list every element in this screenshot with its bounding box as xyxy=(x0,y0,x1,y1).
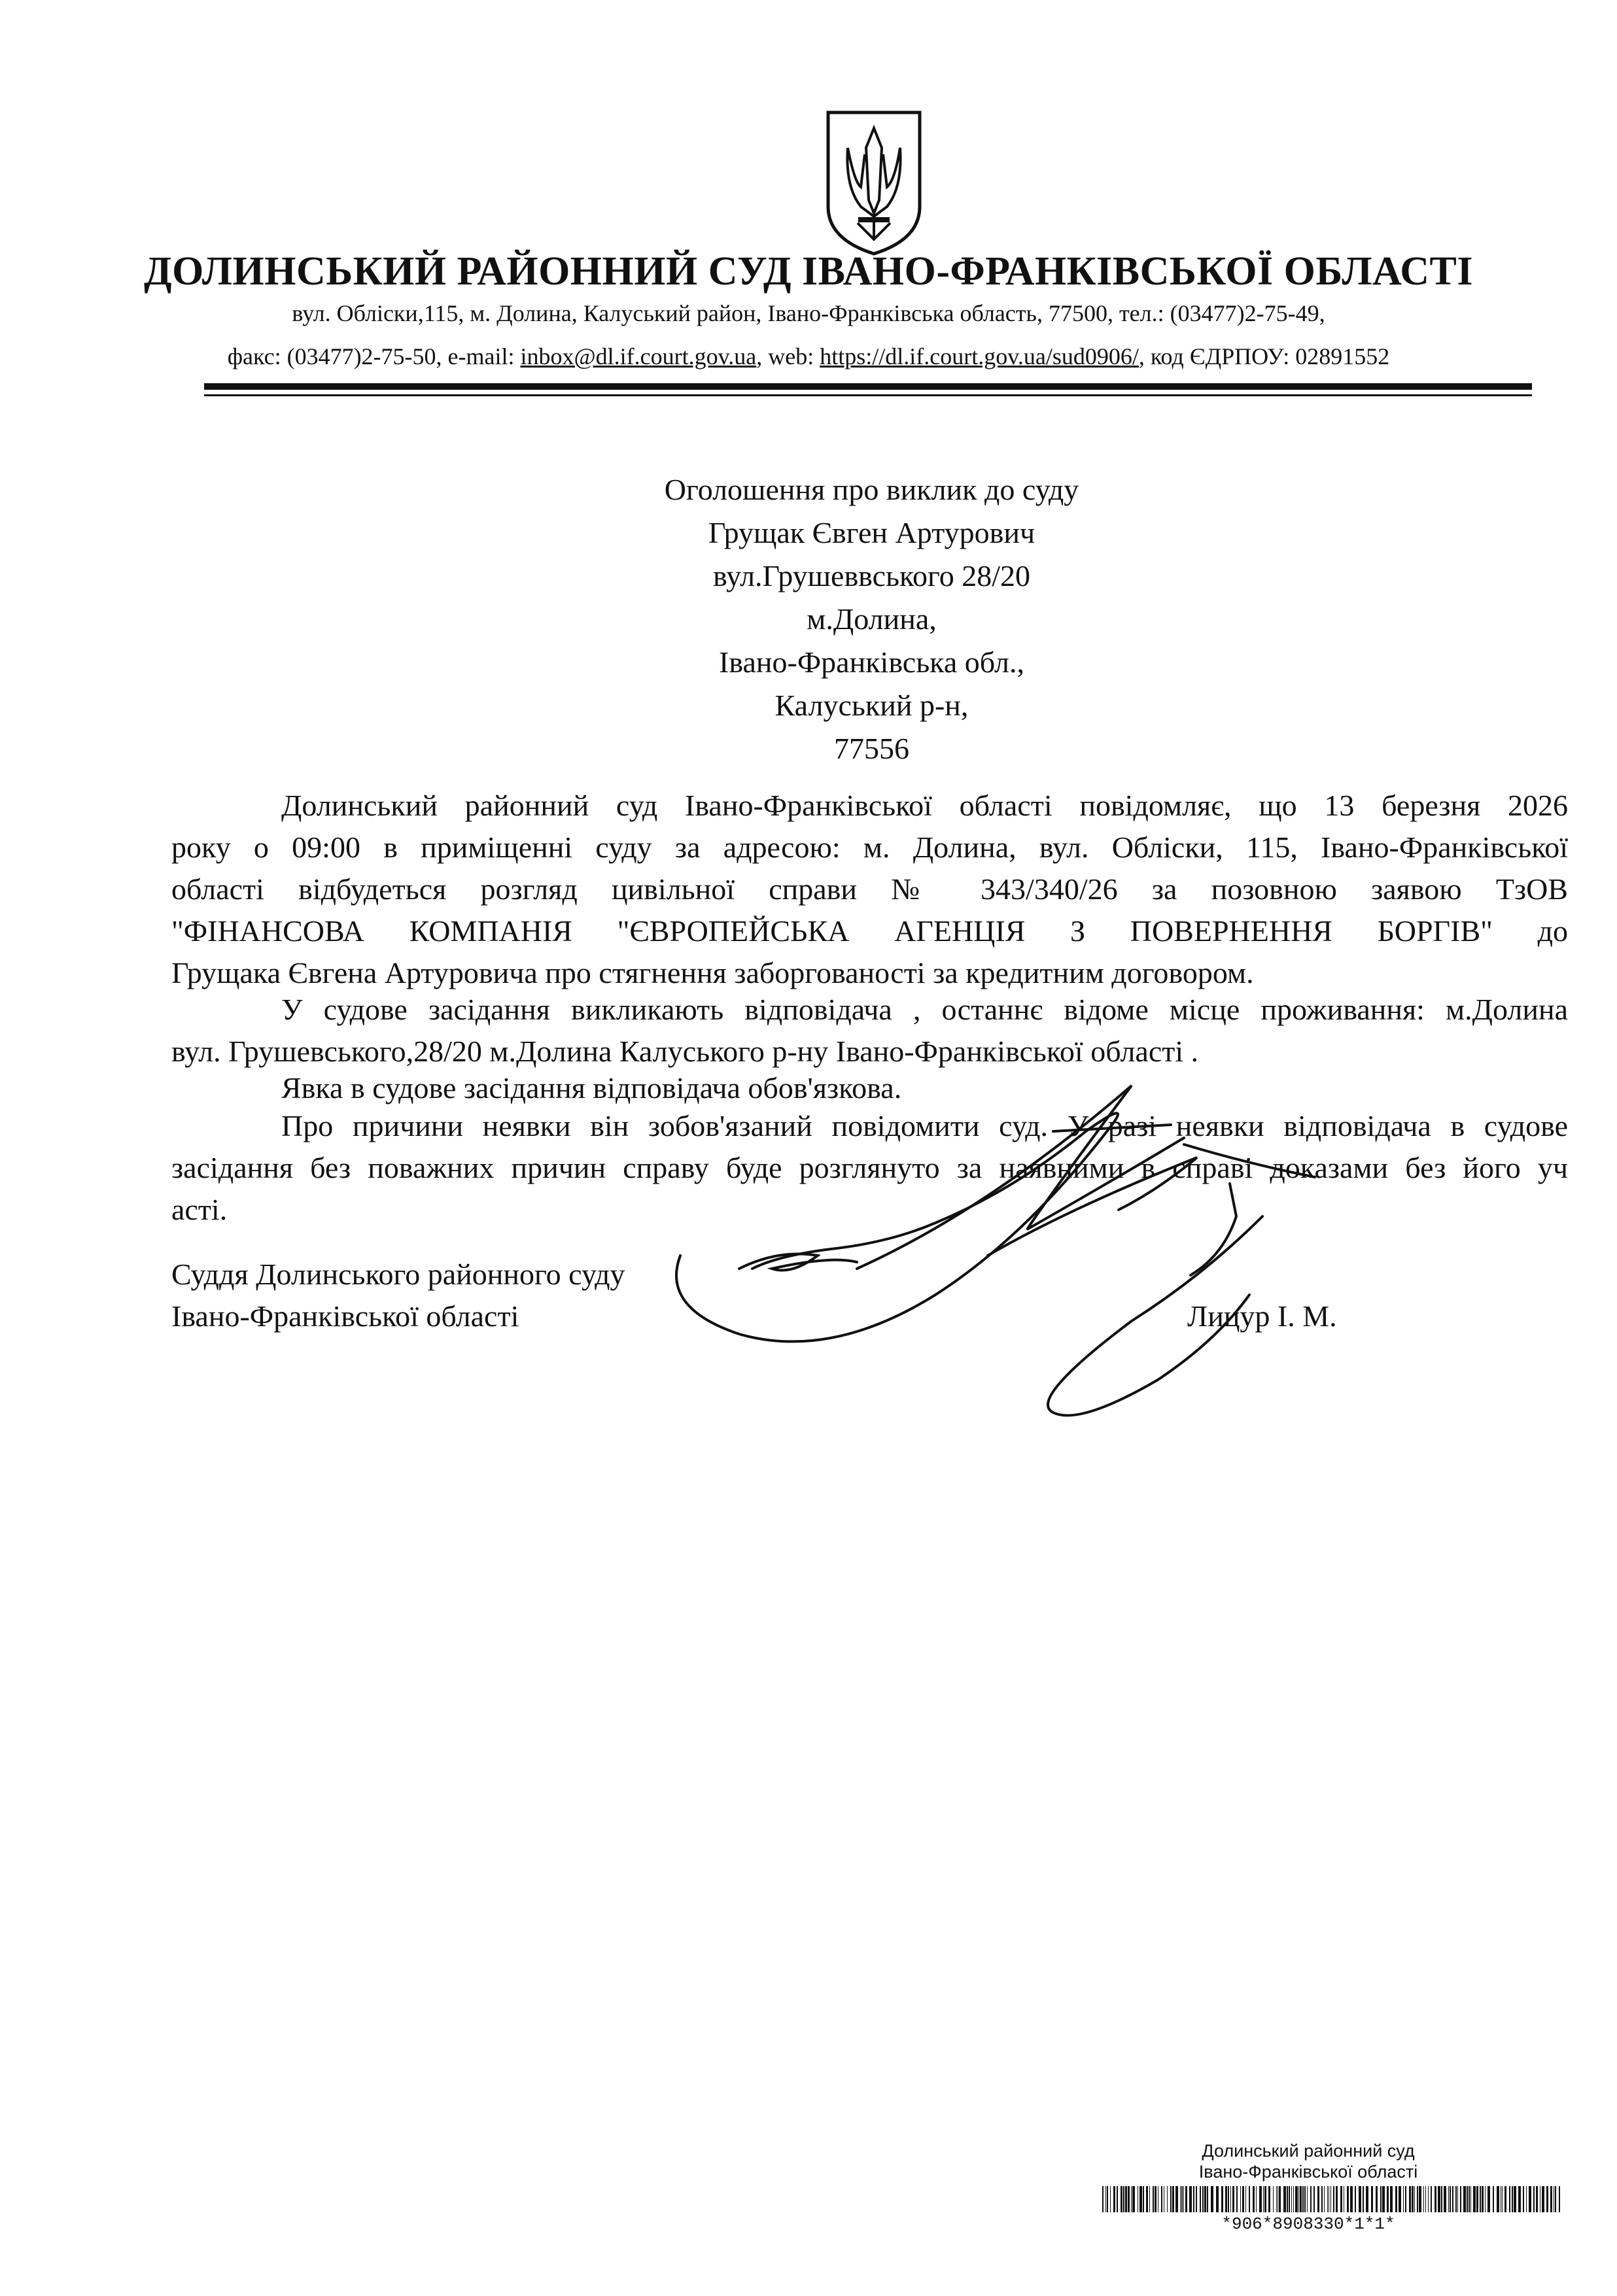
fax-prefix: факс: (03477)2-75-50, e-mail: xyxy=(227,343,521,369)
paragraph-line: Явка в судове засідання відповідача обов'язкова. xyxy=(281,1071,902,1105)
notice-title: Оголошення про виклик до суду xyxy=(664,473,1079,506)
paragraph-line: У судове засідання викликають відповідача , останнє відоме місце проживання: м.Долина xyxy=(281,993,1568,1026)
paragraph-line: Про причини неявки він зобов'язаний повідомити суд. У разі неявки відповідача в судове xyxy=(281,1109,1568,1142)
paragraph-line: вул. Грушевського,28/20 м.Долина Калуського р-ну Івано-Франківської області . xyxy=(171,1035,1199,1068)
header-divider-thick xyxy=(204,383,1532,390)
stamp-court-region: Івано-Франківської області xyxy=(1198,2162,1418,2182)
header-divider-thin xyxy=(204,394,1532,396)
barcode-number: *906*8908330*1*1* xyxy=(1221,2214,1395,2234)
edrpou-code: , код ЄДРПОУ: 02891552 xyxy=(1138,343,1390,369)
judge-name: Лицур І. М. xyxy=(1187,1299,1337,1333)
paragraph-line: засідання без поважних причин справу буде розглянуто за наявними в справі доказами без його уч xyxy=(171,1151,1568,1184)
addressee-city: м.Долина, xyxy=(807,602,937,636)
court-name-heading: ДОЛИНСЬКИЙ РАЙОННИЙ СУД ІВАНО-ФРАНКІВСЬКОЇ ОБЛАСТІ xyxy=(144,249,1473,294)
contact-line-fax-email-web xyxy=(0,343,1617,370)
addressee-region: Івано-Франківська обл., xyxy=(719,645,1024,679)
coat-of-arms-emblem xyxy=(822,109,926,256)
addressee-name: Грущак Євген Артурович xyxy=(708,516,1035,549)
addressee-street: вул.Грушеввського 28/20 xyxy=(712,559,1031,592)
judge-position-line-1: Суддя Долинського районного суду xyxy=(171,1258,625,1291)
paragraph-line: області відбудеться розгляд цивільної справи № 343/340/26 за позовною заявою ТзОВ xyxy=(171,872,1568,906)
judge-position-line-2: Івано-Франківської області xyxy=(171,1299,519,1333)
website-link[interactable]: https://dl.if.court.gov.ua/sud0906/ xyxy=(820,343,1139,369)
paragraph-line: асті. xyxy=(171,1193,228,1226)
contact-address-line: вул. Обліски,115, м. Долина, Калуський район, Івано-Франківська область, 77500, тел.: (03477)2-75-49, xyxy=(292,300,1325,326)
paragraph-line: Грущака Євгена Артуровича про стягнення заборгованості за кредитним договором. xyxy=(171,956,1254,989)
addressee-postcode: 77556 xyxy=(834,732,909,765)
paragraph-line: Долинський районний суд Івано-Франківської області повідомляє, що 13 березня 2026 xyxy=(281,789,1568,822)
paragraph-line: "ФІНАНСОВА КОМПАНІЯ "ЄВРОПЕЙСЬКА АГЕНЦІЯ З ПОВЕРНЕННЯ БОРГІВ" до xyxy=(171,914,1568,948)
paragraph-line: року о 09:00 в приміщенні суду за адресою: м. Долина, вул. Обліски, 115, Івано-Франківської xyxy=(171,831,1568,864)
addressee-district: Калуський р-н, xyxy=(774,689,969,722)
handwritten-signature xyxy=(661,1059,1576,1439)
barcode-image xyxy=(1102,2186,1560,2212)
stamp-court-name: Долинський районний суд xyxy=(1202,2141,1415,2161)
email-link[interactable]: inbox@dl.if.court.gov.ua xyxy=(520,343,757,369)
web-label: , web: xyxy=(756,343,820,369)
